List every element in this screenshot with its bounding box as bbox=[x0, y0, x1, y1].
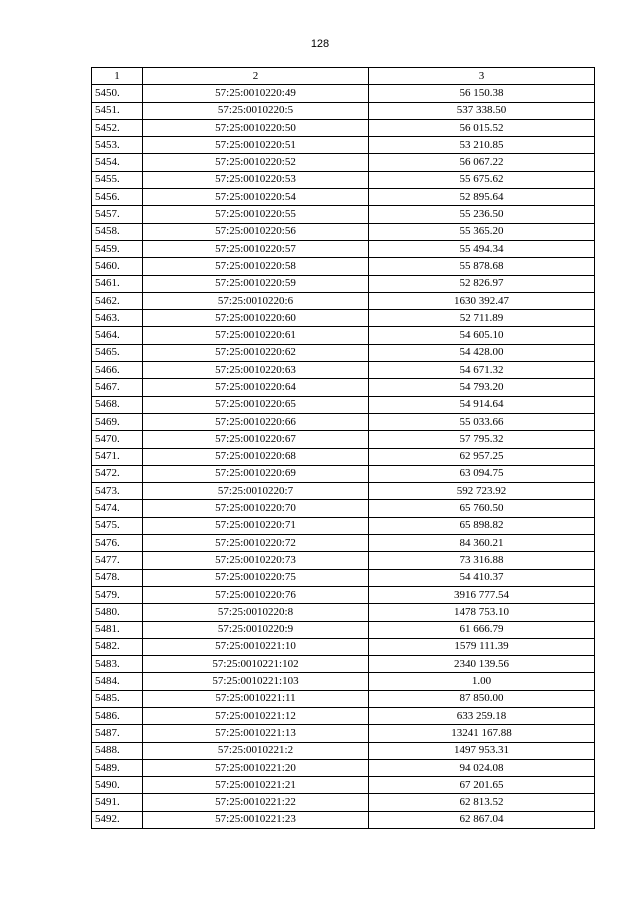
row-number: 5470. bbox=[92, 431, 143, 448]
table-row bbox=[92, 396, 595, 413]
table-row bbox=[92, 102, 595, 119]
table-body bbox=[92, 85, 595, 829]
cadastral-number: 57:25:0010220:62 bbox=[143, 344, 369, 361]
cadastral-number: 57:25:0010220:53 bbox=[143, 171, 369, 188]
cadastral-number: 57:25:0010220:56 bbox=[143, 223, 369, 240]
row-number: 5461. bbox=[92, 275, 143, 292]
row-number: 5466. bbox=[92, 362, 143, 379]
row-number: 5457. bbox=[92, 206, 143, 223]
table-row bbox=[92, 794, 595, 811]
row-number: 5462. bbox=[92, 292, 143, 309]
table-row bbox=[92, 690, 595, 707]
table-row bbox=[92, 240, 595, 257]
table-row bbox=[92, 310, 595, 327]
value-cell: 65 760.50 bbox=[369, 500, 595, 517]
cadastral-number: 57:25:0010221:103 bbox=[143, 673, 369, 690]
cadastral-number: 57:25:0010221:22 bbox=[143, 794, 369, 811]
cadastral-number: 57:25:0010220:65 bbox=[143, 396, 369, 413]
value-cell: 1630 392.47 bbox=[369, 292, 595, 309]
data-table bbox=[91, 67, 595, 829]
table-row bbox=[92, 742, 595, 759]
column-header-2: 2 bbox=[143, 68, 369, 85]
value-cell: 53 210.85 bbox=[369, 137, 595, 154]
table-row bbox=[92, 465, 595, 482]
cadastral-number: 57:25:0010220:75 bbox=[143, 569, 369, 586]
row-number: 5472. bbox=[92, 465, 143, 482]
row-number: 5453. bbox=[92, 137, 143, 154]
table-row bbox=[92, 673, 595, 690]
cadastral-number: 57:25:0010220:49 bbox=[143, 85, 369, 102]
cadastral-number: 57:25:0010220:52 bbox=[143, 154, 369, 171]
value-cell: 54 671.32 bbox=[369, 362, 595, 379]
table-row bbox=[92, 483, 595, 500]
row-number: 5450. bbox=[92, 85, 143, 102]
table-row bbox=[92, 119, 595, 136]
cadastral-number: 57:25:0010220:5 bbox=[143, 102, 369, 119]
table-row bbox=[92, 431, 595, 448]
table-row bbox=[92, 586, 595, 603]
value-cell: 55 033.66 bbox=[369, 413, 595, 430]
row-number: 5486. bbox=[92, 707, 143, 724]
cadastral-number: 57:25:0010221:23 bbox=[143, 811, 369, 828]
row-number: 5476. bbox=[92, 535, 143, 552]
value-cell: 57 795.32 bbox=[369, 431, 595, 448]
column-header-1: 1 bbox=[92, 68, 143, 85]
value-cell: 56 067.22 bbox=[369, 154, 595, 171]
row-number: 5483. bbox=[92, 656, 143, 673]
row-number: 5471. bbox=[92, 448, 143, 465]
row-number: 5469. bbox=[92, 413, 143, 430]
value-cell: 56 150.38 bbox=[369, 85, 595, 102]
cadastral-number: 57:25:0010220:6 bbox=[143, 292, 369, 309]
value-cell: 62 813.52 bbox=[369, 794, 595, 811]
table-row bbox=[92, 759, 595, 776]
table-row bbox=[92, 569, 595, 586]
value-cell: 61 666.79 bbox=[369, 621, 595, 638]
table-row bbox=[92, 535, 595, 552]
value-cell: 54 428.00 bbox=[369, 344, 595, 361]
value-cell: 56 015.52 bbox=[369, 119, 595, 136]
cadastral-number: 57:25:0010221:21 bbox=[143, 777, 369, 794]
cadastral-number: 57:25:0010221:102 bbox=[143, 656, 369, 673]
page-number: 128 bbox=[310, 38, 330, 50]
table-row bbox=[92, 413, 595, 430]
table-row bbox=[92, 137, 595, 154]
cadastral-number: 57:25:0010220:57 bbox=[143, 240, 369, 257]
value-cell: 55 494.34 bbox=[369, 240, 595, 257]
value-cell: 54 793.20 bbox=[369, 379, 595, 396]
row-number: 5455. bbox=[92, 171, 143, 188]
cadastral-number: 57:25:0010220:54 bbox=[143, 189, 369, 206]
cadastral-number: 57:25:0010220:59 bbox=[143, 275, 369, 292]
cadastral-number: 57:25:0010221:12 bbox=[143, 707, 369, 724]
row-number: 5464. bbox=[92, 327, 143, 344]
cadastral-number: 57:25:0010220:63 bbox=[143, 362, 369, 379]
cadastral-number: 57:25:0010220:61 bbox=[143, 327, 369, 344]
row-number: 5463. bbox=[92, 310, 143, 327]
table-row bbox=[92, 379, 595, 396]
cadastral-number: 57:25:0010220:64 bbox=[143, 379, 369, 396]
value-cell: 55 365.20 bbox=[369, 223, 595, 240]
value-cell: 1497 953.31 bbox=[369, 742, 595, 759]
row-number: 5473. bbox=[92, 483, 143, 500]
table-row bbox=[92, 448, 595, 465]
table-row bbox=[92, 725, 595, 742]
table-row bbox=[92, 327, 595, 344]
cadastral-number: 57:25:0010220:60 bbox=[143, 310, 369, 327]
value-cell: 1478 753.10 bbox=[369, 604, 595, 621]
value-cell: 52 895.64 bbox=[369, 189, 595, 206]
table-row bbox=[92, 85, 595, 102]
row-number: 5460. bbox=[92, 258, 143, 275]
table-row bbox=[92, 656, 595, 673]
cadastral-number: 57:25:0010220:58 bbox=[143, 258, 369, 275]
row-number: 5456. bbox=[92, 189, 143, 206]
row-number: 5492. bbox=[92, 811, 143, 828]
cadastral-number: 57:25:0010221:11 bbox=[143, 690, 369, 707]
value-cell: 54 410.37 bbox=[369, 569, 595, 586]
row-number: 5479. bbox=[92, 586, 143, 603]
value-cell: 13241 167.88 bbox=[369, 725, 595, 742]
row-number: 5451. bbox=[92, 102, 143, 119]
table-row bbox=[92, 638, 595, 655]
table-row bbox=[92, 275, 595, 292]
row-number: 5489. bbox=[92, 759, 143, 776]
table-row bbox=[92, 189, 595, 206]
cadastral-number: 57:25:0010221:10 bbox=[143, 638, 369, 655]
value-cell: 52 826.97 bbox=[369, 275, 595, 292]
table-row bbox=[92, 552, 595, 569]
value-cell: 62 867.04 bbox=[369, 811, 595, 828]
cadastral-number: 57:25:0010220:67 bbox=[143, 431, 369, 448]
cadastral-number: 57:25:0010220:9 bbox=[143, 621, 369, 638]
row-number: 5481. bbox=[92, 621, 143, 638]
row-number: 5477. bbox=[92, 552, 143, 569]
table-row bbox=[92, 517, 595, 534]
value-cell: 1.00 bbox=[369, 673, 595, 690]
cadastral-number: 57:25:0010220:8 bbox=[143, 604, 369, 621]
cadastral-number: 57:25:0010220:70 bbox=[143, 500, 369, 517]
table-row bbox=[92, 206, 595, 223]
value-cell: 592 723.92 bbox=[369, 483, 595, 500]
cadastral-number: 57:25:0010220:69 bbox=[143, 465, 369, 482]
row-number: 5459. bbox=[92, 240, 143, 257]
value-cell: 62 957.25 bbox=[369, 448, 595, 465]
row-number: 5490. bbox=[92, 777, 143, 794]
table-row bbox=[92, 154, 595, 171]
table-row bbox=[92, 292, 595, 309]
row-number: 5467. bbox=[92, 379, 143, 396]
row-number: 5475. bbox=[92, 517, 143, 534]
row-number: 5478. bbox=[92, 569, 143, 586]
row-number: 5474. bbox=[92, 500, 143, 517]
table-row bbox=[92, 707, 595, 724]
value-cell: 94 024.08 bbox=[369, 759, 595, 776]
cadastral-number: 57:25:0010220:7 bbox=[143, 483, 369, 500]
value-cell: 55 675.62 bbox=[369, 171, 595, 188]
row-number: 5468. bbox=[92, 396, 143, 413]
value-cell: 54 914.64 bbox=[369, 396, 595, 413]
value-cell: 87 850.00 bbox=[369, 690, 595, 707]
value-cell: 2340 139.56 bbox=[369, 656, 595, 673]
cadastral-number: 57:25:0010221:20 bbox=[143, 759, 369, 776]
row-number: 5488. bbox=[92, 742, 143, 759]
column-header-3: 3 bbox=[369, 68, 595, 85]
row-number: 5484. bbox=[92, 673, 143, 690]
value-cell: 633 259.18 bbox=[369, 707, 595, 724]
row-number: 5454. bbox=[92, 154, 143, 171]
header-row bbox=[92, 68, 595, 85]
table-row bbox=[92, 258, 595, 275]
value-cell: 537 338.50 bbox=[369, 102, 595, 119]
value-cell: 67 201.65 bbox=[369, 777, 595, 794]
value-cell: 63 094.75 bbox=[369, 465, 595, 482]
cadastral-number: 57:25:0010220:72 bbox=[143, 535, 369, 552]
row-number: 5458. bbox=[92, 223, 143, 240]
table-row bbox=[92, 604, 595, 621]
value-cell: 3916 777.54 bbox=[369, 586, 595, 603]
value-cell: 73 316.88 bbox=[369, 552, 595, 569]
table-row bbox=[92, 344, 595, 361]
value-cell: 65 898.82 bbox=[369, 517, 595, 534]
row-number: 5485. bbox=[92, 690, 143, 707]
cadastral-number: 57:25:0010220:68 bbox=[143, 448, 369, 465]
value-cell: 1579 111.39 bbox=[369, 638, 595, 655]
cadastral-number: 57:25:0010220:66 bbox=[143, 413, 369, 430]
row-number: 5491. bbox=[92, 794, 143, 811]
cadastral-number: 57:25:0010220:73 bbox=[143, 552, 369, 569]
cadastral-number: 57:25:0010220:51 bbox=[143, 137, 369, 154]
row-number: 5482. bbox=[92, 638, 143, 655]
table-row bbox=[92, 621, 595, 638]
table-row bbox=[92, 500, 595, 517]
value-cell: 54 605.10 bbox=[369, 327, 595, 344]
cadastral-number: 57:25:0010220:50 bbox=[143, 119, 369, 136]
table-row bbox=[92, 811, 595, 828]
table-row bbox=[92, 223, 595, 240]
value-cell: 84 360.21 bbox=[369, 535, 595, 552]
table-row bbox=[92, 777, 595, 794]
cadastral-number: 57:25:0010220:76 bbox=[143, 586, 369, 603]
row-number: 5480. bbox=[92, 604, 143, 621]
value-cell: 55 236.50 bbox=[369, 206, 595, 223]
table-row bbox=[92, 362, 595, 379]
value-cell: 55 878.68 bbox=[369, 258, 595, 275]
cadastral-number: 57:25:0010221:13 bbox=[143, 725, 369, 742]
table-row bbox=[92, 171, 595, 188]
value-cell: 52 711.89 bbox=[369, 310, 595, 327]
row-number: 5465. bbox=[92, 344, 143, 361]
cadastral-number: 57:25:0010220:55 bbox=[143, 206, 369, 223]
row-number: 5487. bbox=[92, 725, 143, 742]
cadastral-number: 57:25:0010220:71 bbox=[143, 517, 369, 534]
cadastral-number: 57:25:0010221:2 bbox=[143, 742, 369, 759]
row-number: 5452. bbox=[92, 119, 143, 136]
